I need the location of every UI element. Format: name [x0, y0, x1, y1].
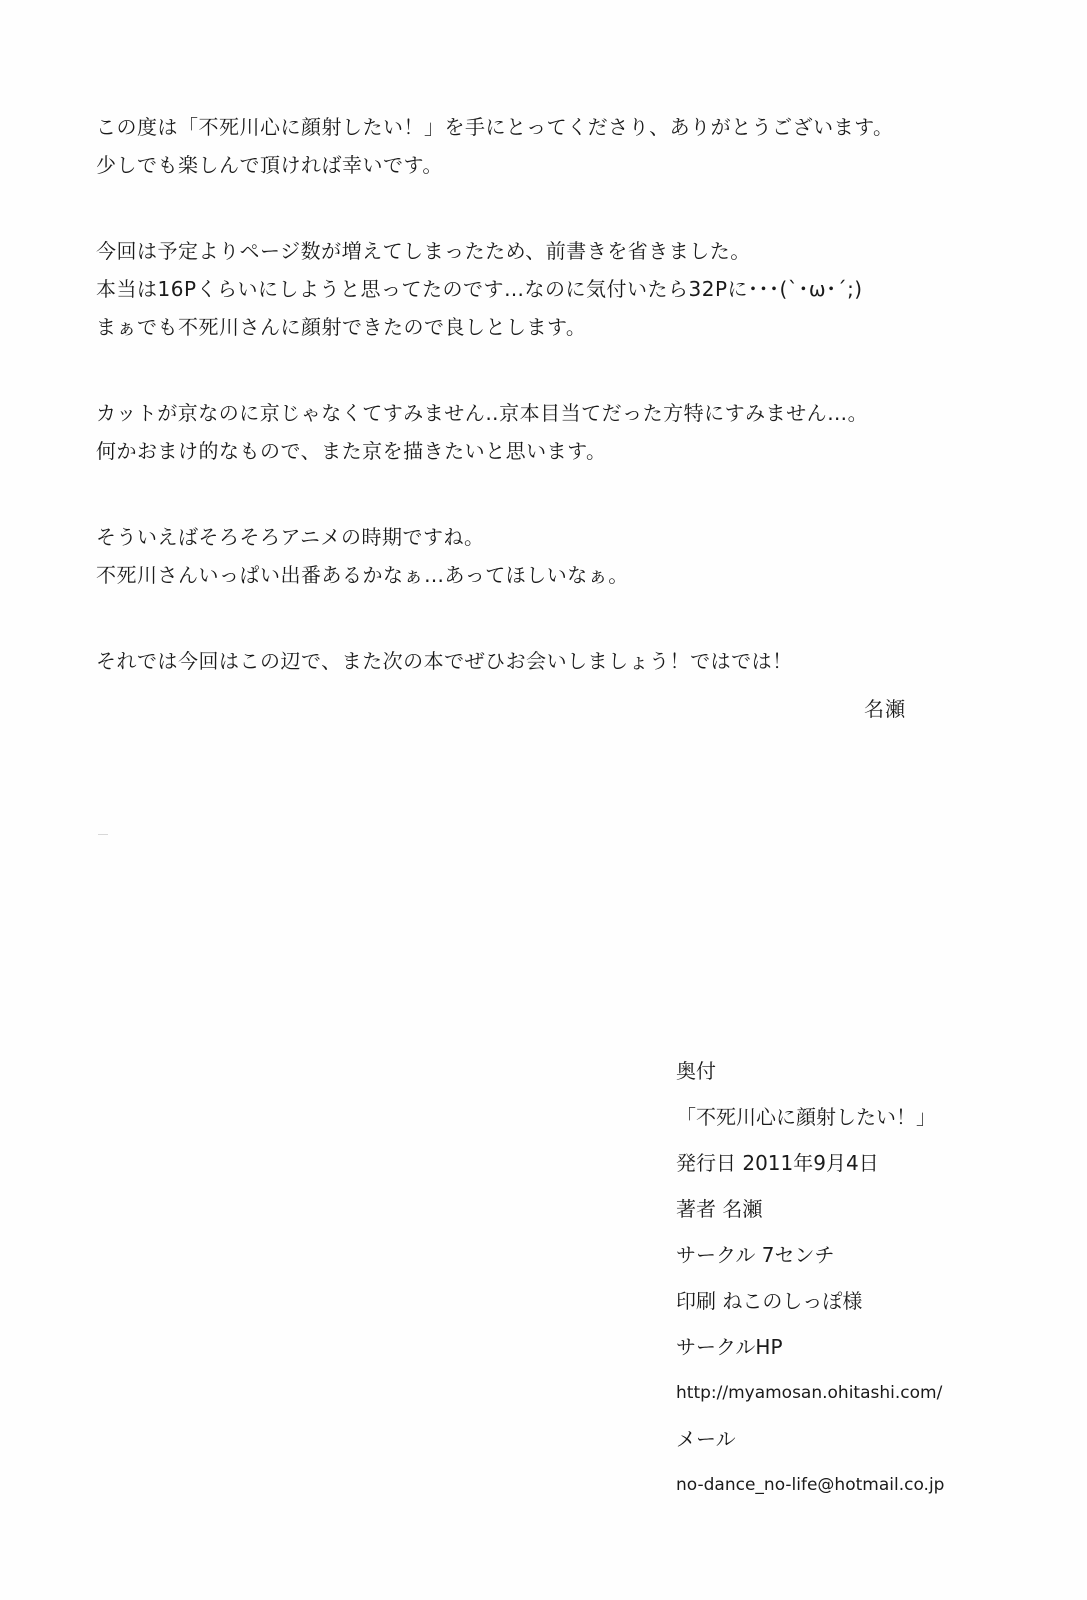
afterword-line: この度は「不死川心に顔射したい！」を手にとってくださり、ありがとうございます。: [96, 115, 894, 139]
afterword-paragraph-1: [96, 108, 996, 184]
colophon-publish-date: 発行日 2011年9月4日: [676, 1151, 879, 1175]
author-signature: 名瀬: [864, 697, 906, 721]
colophon-heading: 奥付: [676, 1059, 716, 1083]
afterword-section: [96, 108, 996, 728]
afterword-paragraph-5: [96, 642, 996, 680]
afterword-line: 不死川さんいっぱい出番あるかなぁ…あってほしいなぁ。: [96, 563, 629, 587]
afterword-line: そういえばそろそろアニメの時期ですね。: [96, 525, 485, 549]
afterword-line: 何かおまけ的なもので、また京を描きたいと思います。: [96, 439, 607, 463]
colophon-title: 「不死川心に顔射したい！」: [676, 1105, 936, 1129]
colophon-mail-address: no-dance_no-life@hotmail.co.jp: [676, 1475, 945, 1495]
colophon-section: [676, 1058, 1076, 1518]
colophon-author: 著者 名瀬: [676, 1197, 763, 1221]
afterword-line: 今回は予定よりページ数が増えてしまったため、前書きを省きました。: [96, 239, 751, 263]
colophon-printer: 印刷 ねこのしっぽ様: [676, 1289, 863, 1313]
afterword-line: 少しでも楽しんで頂ければ幸いです。: [96, 153, 443, 177]
colophon-mail-label: メール: [676, 1427, 736, 1451]
afterword-paragraph-2: [96, 232, 996, 346]
afterword-paragraph-3: [96, 394, 996, 470]
afterword-paragraph-4: [96, 518, 996, 594]
afterword-line: それでは今回はこの辺で、また次の本でぜひお会いしましょう！ではでは！: [96, 649, 793, 673]
afterword-line: まぁでも不死川さんに顔射できたので良しとします。: [96, 315, 587, 339]
afterword-line: カットが京なのに京じゃなくてすみません‥京本目当てだった方特にすみません…。: [96, 401, 869, 425]
colophon-homepage-label: サークルHP: [676, 1335, 783, 1359]
colophon-homepage-url: http://myamosan.ohitashi.com/: [676, 1383, 943, 1403]
afterword-line: 本当は16Pくらいにしようと思ってたのです…なのに気付いたら32Pに･･･(`･ω･´;): [96, 277, 863, 301]
colophon-circle: サークル 7センチ: [676, 1243, 835, 1267]
scan-speck: [98, 834, 108, 835]
